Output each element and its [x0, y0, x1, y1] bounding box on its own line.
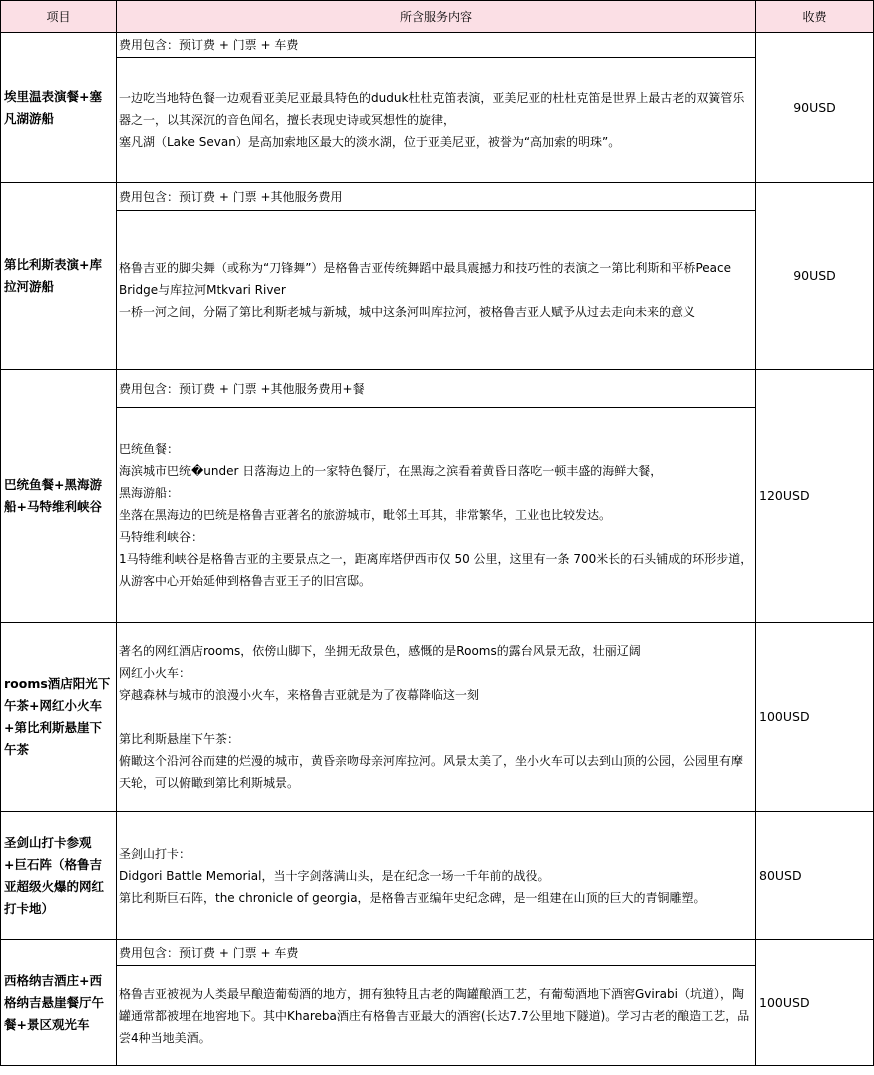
item-name: 西格纳吉酒庄+西格纳吉悬崖餐厅午餐+景区观光车: [1, 940, 117, 1066]
item-name: 第比利斯表演+库拉河游船: [1, 183, 117, 370]
blank-line: [119, 706, 753, 728]
desc-line: 海滨城市巴统�under 日落海边上的一家特色餐厅，在黑海之滨看着黄昏日落吃一顿丰盛的海鲜大餐，: [119, 464, 663, 478]
price: 90USD: [756, 183, 874, 370]
fee-includes: 费用包含：预订费 + 门票 +其他服务费用: [117, 183, 756, 211]
desc-line: 格鲁吉亚被视为人类最早酿造葡萄酒的地方，拥有独特且古老的陶罐酿酒工艺，有葡萄酒地下酒窖Gvirabi（坑道），陶罐通常都被埋在地窖地下。其中Khareba酒庄有格鲁吉亚最大的酒窖(长达7.7公里地下隧道)。学习古老的酿造工艺，品尝4种当地美酒。: [119, 986, 750, 1045]
desc-line: 巴统鱼餐：: [119, 442, 180, 456]
header-item: 项目: [1, 1, 117, 33]
desc-line: 圣剑山打卡：: [119, 846, 192, 861]
desc-line: 穿越森林与城市的浪漫小火车，来格鲁吉亚就是为了夜幕降临这一刻: [119, 688, 480, 702]
price: 100USD: [756, 623, 874, 812]
table-row: [1, 966, 874, 1066]
header-row: [1, 1, 874, 33]
price: 90USD: [756, 33, 874, 183]
fee-includes: 费用包含：预订费 + 门票 + 车费: [117, 33, 756, 58]
table-row: [1, 58, 874, 183]
desc-line: Didgori Battle Memorial，当十字剑落满山头，是在纪念一场一千年前的战役。: [119, 868, 550, 883]
service-description: [117, 58, 756, 183]
desc-line: 网红小火车：: [119, 666, 192, 680]
service-description: [117, 623, 756, 812]
item-name: 圣剑山打卡参观+巨石阵（格鲁吉亚超级火爆的网红打卡地）: [1, 812, 117, 940]
item-name: 巴统鱼餐+黑海游船+马特维利峡谷: [1, 370, 117, 623]
desc-line: 黑海游船：: [119, 486, 180, 500]
table-row: [1, 940, 874, 966]
desc-line: 马特维利峡谷：: [119, 530, 204, 544]
header-content: 所含服务内容: [117, 1, 756, 33]
desc-line: 第比利斯巨石阵，the chronicle of georgia，是格鲁吉亚编年史纪念碑，是一组建在山顶的巨大的青铜雕塑。: [119, 890, 706, 905]
service-description: [117, 812, 756, 940]
desc-line: 1马特维利峡谷是格鲁吉亚的主要景点之一，距离库塔伊西市仅 50 公里，这里有一条 700米长的石头铺成的环形步道，从游客中心开始延伸到格鲁吉亚王子的旧宫邸。: [119, 552, 753, 588]
desc-line: 俯瞰这个沿河谷而建的烂漫的城市，黄昏亲吻母亲河库拉河。风景太美了，坐小火车可以去到山顶的公园，公园里有摩天轮，可以俯瞰到第比利斯城景。: [119, 754, 744, 790]
header-fee: 收费: [756, 1, 874, 33]
service-description: [117, 966, 756, 1066]
price: 120USD: [756, 370, 874, 623]
table-row: [1, 211, 874, 370]
table-row: [1, 812, 874, 940]
desc-line: 塞凡湖（Lake Sevan）是高加索地区最大的淡水湖，位于亚美尼亚，被誉为“高加索的明珠”。: [119, 135, 621, 149]
item-name: 埃里温表演餐+塞凡湖游船: [1, 33, 117, 183]
table-row: [1, 370, 874, 408]
fee-includes: 费用包含：预订费 + 门票 + 车费: [117, 940, 756, 966]
desc-line: 一边吃当地特色餐一边观看亚美尼亚最具特色的duduk杜杜克笛表演，亚美尼亚的杜杜克笛是世界上最古老的双簧管乐器之一，以其深沉的音色闻名，擅长表现史诗或冥想性的旋律，: [119, 91, 745, 127]
item-name: rooms酒店阳光下午茶+网红小火车+第比利斯悬崖下午茶: [1, 623, 117, 812]
price: 80USD: [756, 812, 874, 940]
table-row: [1, 183, 874, 211]
table-row: [1, 408, 874, 623]
desc-line: 一桥一河之间，分隔了第比利斯老城与新城，城中这条河叫库拉河，被格鲁吉亚人赋予从过去走向未来的意义: [119, 305, 696, 319]
desc-line: 著名的网红酒店rooms，依傍山脚下，坐拥无敌景色，感慨的是Rooms的露台风景无敌，壮丽辽阔: [119, 644, 641, 658]
fee-includes: 费用包含：预订费 + 门票 +其他服务费用+餐: [117, 370, 756, 408]
desc-line: 坐落在黑海边的巴统是格鲁吉亚著名的旅游城市，毗邻土耳其，非常繁华，工业也比较发达。: [119, 508, 612, 522]
price: 100USD: [756, 940, 874, 1066]
table-row: [1, 33, 874, 58]
service-description: [117, 211, 756, 370]
desc-line: 第比利斯悬崖下午茶：: [119, 732, 240, 746]
service-description: [117, 408, 756, 623]
table-row: [1, 623, 874, 812]
desc-line: 格鲁吉亚的脚尖舞（或称为“刀锋舞”）是格鲁吉亚传统舞蹈中最具震撼力和技巧性的表演之一第比利斯和平桥Peace Bridge与库拉河Mtkvari River: [119, 261, 731, 297]
